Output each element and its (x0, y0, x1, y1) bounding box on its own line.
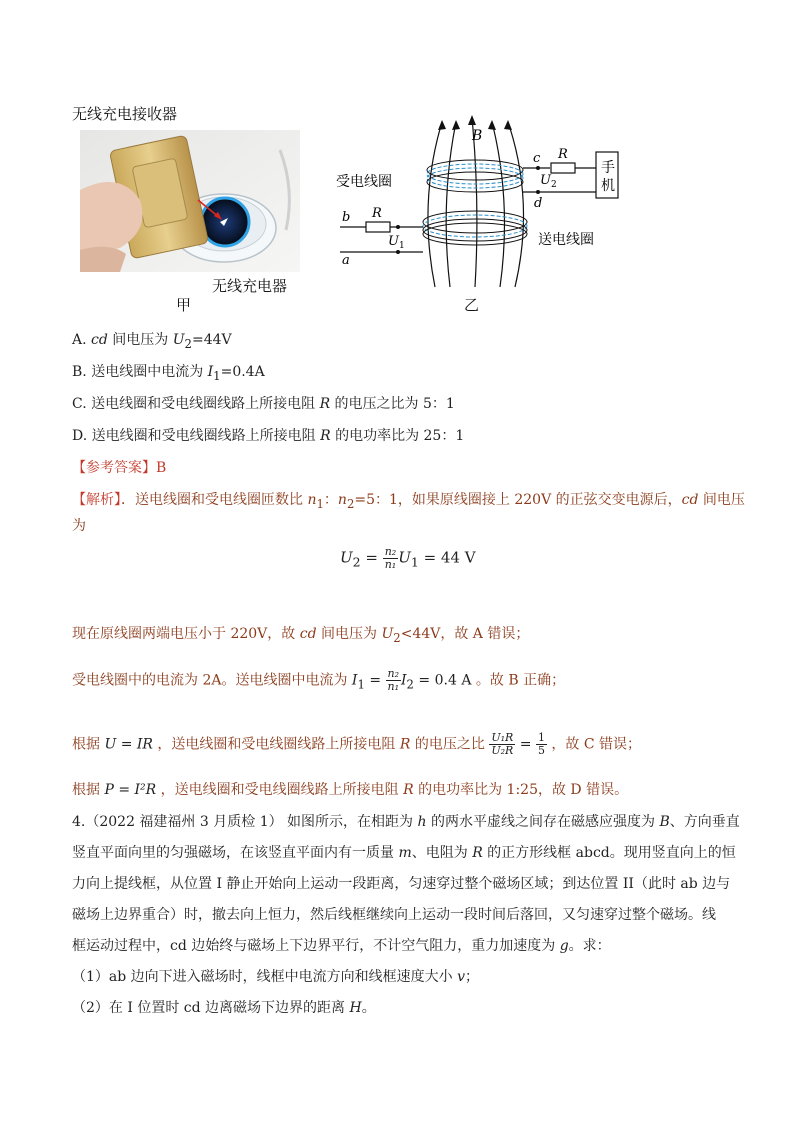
option-d: D. 送电线圈和受电线圈线路上所接电阻 R 的电功率比为 25：1 (72, 428, 465, 444)
question-4-part-2: （2）在 I 位置时 cd 边离磁场下边界的距离 H。 (72, 1000, 376, 1016)
arrow-up-icon (488, 120, 496, 130)
analysis-line-1: 【解析】．送电线圈和受电线圈匝数比 $n_1$：$n_2=5$：1，如果原线圈接上 220V 的正弦交变电源后，cd 间电压 (72, 492, 745, 511)
charger-label: 无线充电器 (212, 277, 288, 295)
wireless-charging-photo (80, 130, 300, 272)
figure-caption-jia: 甲 (176, 296, 192, 314)
option-a: A. cd 间电压为 $U_2=44V$ (72, 332, 232, 351)
terminal-c: c (533, 151, 541, 166)
voltage-u2-label: $U_2$ (540, 173, 557, 190)
option-c: C. 送电线圈和受电线圈线路上所接电阻 R 的电压之比为 5：1 (72, 396, 455, 412)
question-4-line-4: 磁场上边界重合）时，撤去向上恒力，然后线框继续向上运动一段时间后落回，又匀速穿过整个磁场。线 (72, 907, 716, 923)
analysis-line-1b: 为 (72, 518, 86, 534)
question-4-part-1: （1）ab 边向下进入磁场时，线框中电流方向和线框速度大小 v； (72, 969, 480, 985)
phone-label-2: 机 (601, 178, 615, 194)
question-4-line-3: 力向上提线框，从位置 I 静止开始向上运动一段距离，匀速穿过整个磁场区域；到达位置 II（此时 ab 边与 (72, 876, 731, 892)
resistor-bottom (366, 222, 390, 232)
analysis-line-4: 根据 U = IR ，送电线圈和受电线圈线路上所接电阻 R 的电压之比 $\frac{\text{U₁R}}{\text{U₂R}}$ = $\frac{1}{5}$ ，故 C 错误； (72, 731, 641, 757)
field-label-b: B (472, 128, 483, 144)
phone-label-1: 手 (601, 160, 615, 176)
analysis-line-2: 现在原线圈两端电压小于 220V，故 cd 间电压为 $U_2<44V$，故 A 错误； (72, 626, 530, 645)
field-line (428, 122, 442, 287)
send-coil (423, 211, 527, 245)
receiver-label: 无线充电接收器 (72, 105, 178, 123)
coil-circuit-diagram (330, 112, 630, 312)
analysis-line-3: 受电线圈中的电流为 2A。送电线圈中电流为 $I_1$ = $\frac{\text{n₂}}{\text{n₁}}$ $I_2 = 0.4$ A 。故 B 正确； (72, 667, 566, 693)
field-line (446, 122, 456, 287)
voltage-u1-label: $U_1$ (388, 234, 405, 251)
field-line (492, 122, 505, 287)
arrow-up-icon (452, 120, 460, 130)
arrow-up-icon (504, 120, 512, 130)
resistor-top-label: R (558, 147, 568, 162)
analysis-line-5: 根据 P = I²R ，送电线圈和受电线圈线路上所接电阻 R 的电功率比为 1:25，故 D 错误。 (72, 782, 629, 798)
question-4-line-2: 竖直平面向里的匀强磁场，在该竖直平面内有一质量 m、电阻为 R 的正方形线框 abcd。现用竖直向上的恒 (72, 845, 736, 861)
arrow-up-icon (438, 120, 446, 130)
equation-u2: $U_2$ = $\frac{\text{n₂}}{\text{n₁}}$ $U_1 = 44$ V (340, 545, 476, 571)
receive-coil-label: 受电线圈 (336, 174, 392, 190)
reference-answer: 【参考答案】B (72, 460, 167, 476)
send-coil-label: 送电线圈 (538, 232, 594, 248)
field-line (508, 122, 524, 287)
option-b: B. 送电线圈中电流为 $I_1=0.4A$ (72, 364, 265, 383)
terminal-b: b (342, 210, 351, 225)
question-4-line-1: 4.（2022 福建福州 3 月质检 1） 如图所示，在相距为 h 的两水平虚线之间存在磁感应强度为 B、方向垂直 (72, 814, 740, 830)
terminal-d: d (534, 196, 543, 211)
figure-caption-yi: 乙 (464, 296, 480, 314)
arrow-up-icon (468, 115, 476, 125)
terminal-a: a (342, 253, 350, 268)
question-4-line-5: 框运动过程中，cd 边始终与磁场上下边界平行，不计空气阻力，重力加速度为 g。求： (72, 938, 611, 954)
resistor-top (551, 163, 575, 173)
resistor-bottom-label: R (372, 206, 382, 221)
